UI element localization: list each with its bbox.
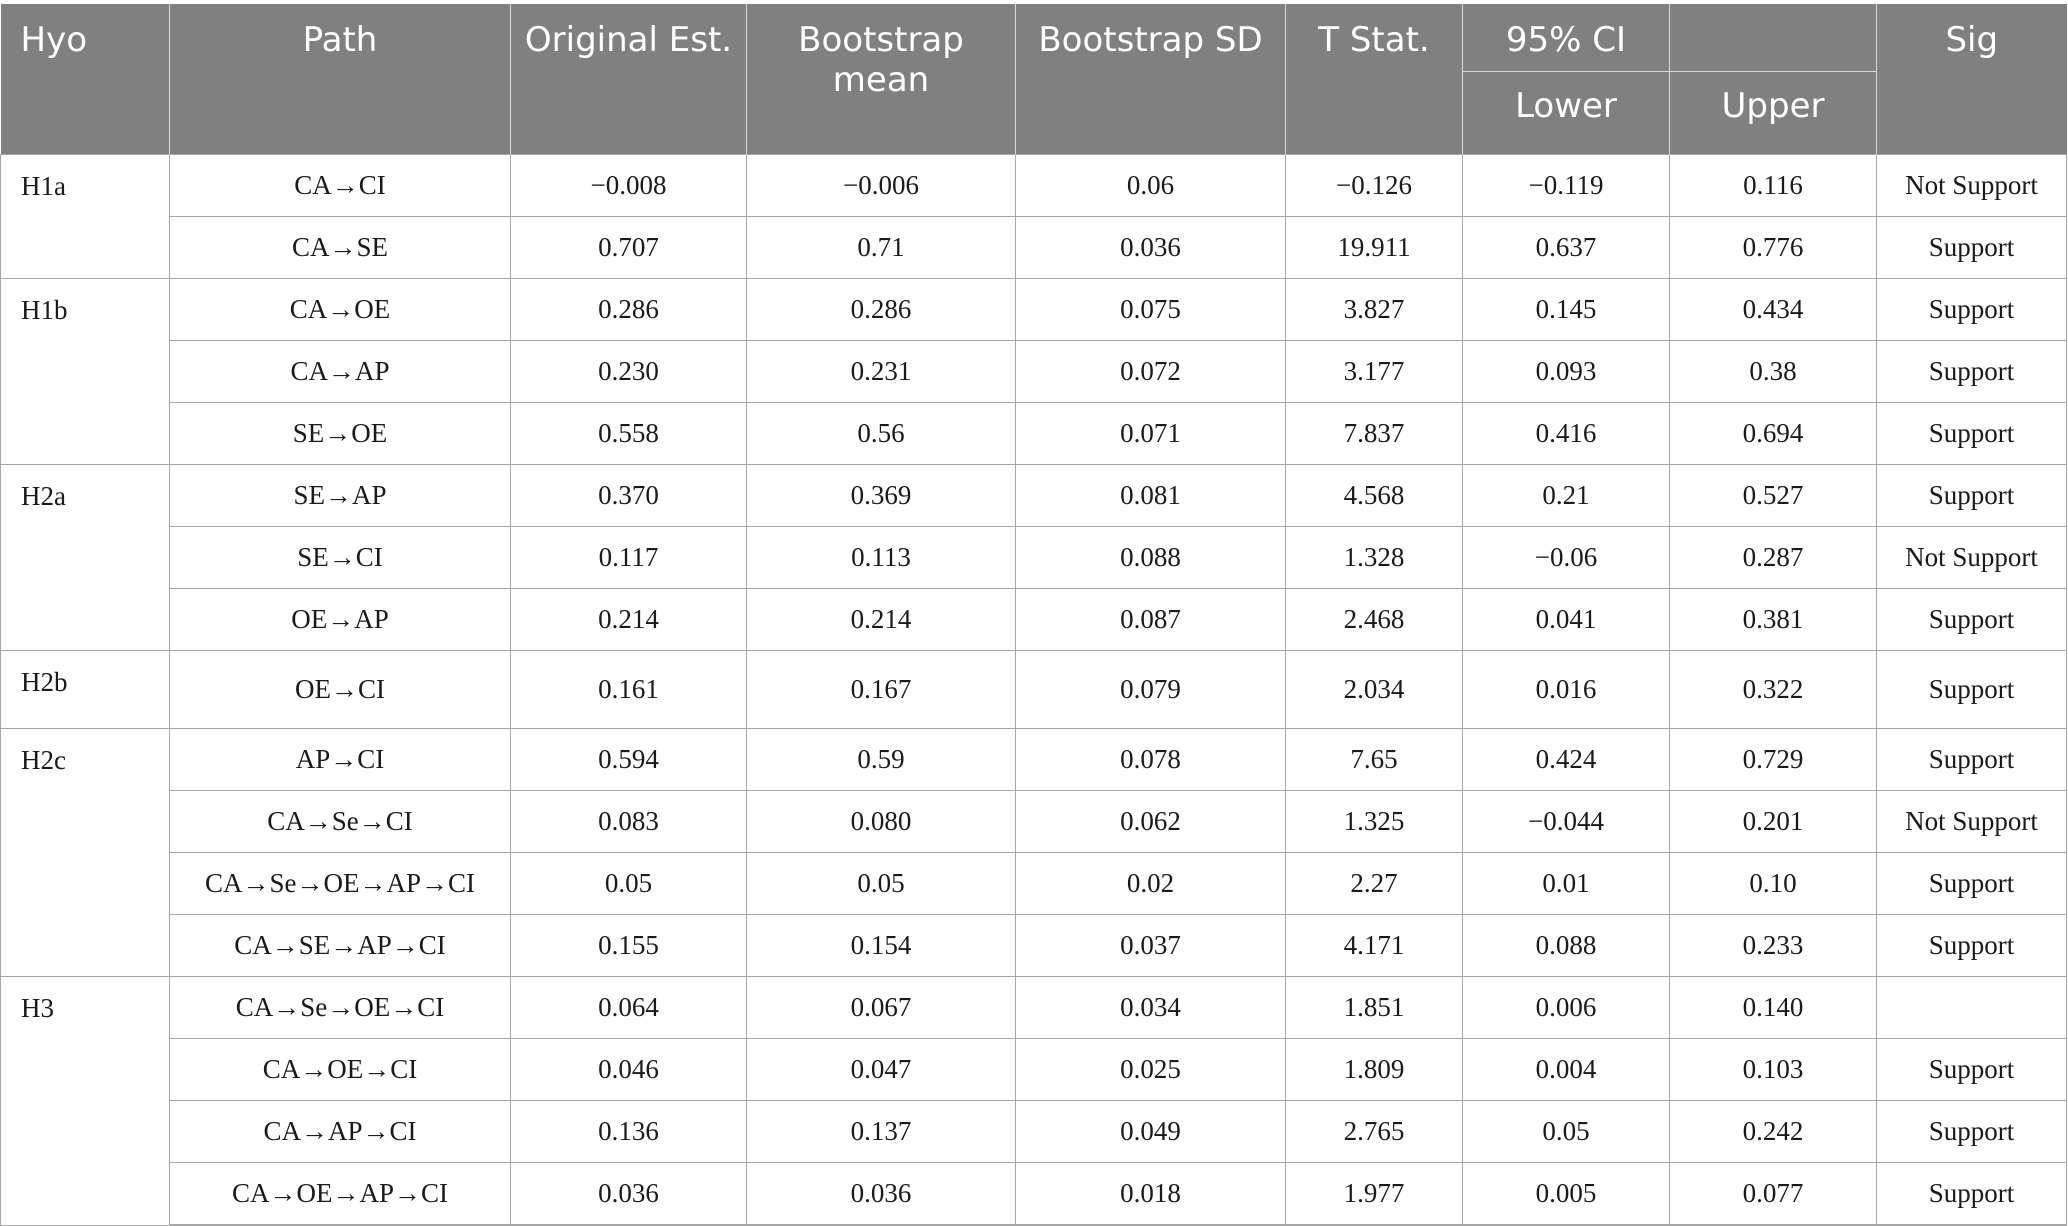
t-stat-cell: 1.325 <box>1286 791 1463 853</box>
table-row <box>1 341 2067 403</box>
bootstrap-sd-cell: 0.034 <box>1016 977 1286 1039</box>
bootstrap-sd-cell: 0.078 <box>1016 729 1286 791</box>
table-body <box>1 155 2067 1226</box>
ci-lower-cell: 0.088 <box>1463 915 1670 977</box>
ci-lower-cell: 0.05 <box>1463 1101 1670 1163</box>
bootstrap-mean-cell: 0.59 <box>747 729 1016 791</box>
hyo-cell: H2a <box>1 465 170 651</box>
bootstrap-sd-cell: 0.071 <box>1016 403 1286 465</box>
sig-cell: Support <box>1877 1163 2067 1226</box>
header-sig: Sig <box>1877 4 2067 155</box>
original-est-cell: 0.155 <box>511 915 747 977</box>
bootstrap-mean-cell: 0.113 <box>747 527 1016 589</box>
path-cell: CA→OE→AP→CI <box>170 1163 511 1226</box>
table-row <box>1 1039 2067 1101</box>
t-stat-cell: 1.851 <box>1286 977 1463 1039</box>
hyo-cell: H2c <box>1 729 170 977</box>
bootstrap-mean-cell: 0.369 <box>747 465 1016 527</box>
header-t-stat: T Stat. <box>1286 4 1463 155</box>
ci-lower-cell: −0.044 <box>1463 791 1670 853</box>
ci-lower-cell: 0.041 <box>1463 589 1670 651</box>
table-row <box>1 465 2067 527</box>
path-cell: OE→AP <box>170 589 511 651</box>
sig-cell: Support <box>1877 651 2067 729</box>
hyo-cell: H3 <box>1 977 170 1226</box>
sig-cell: Not Support <box>1877 155 2067 217</box>
sig-cell: Support <box>1877 853 2067 915</box>
ci-lower-cell: 0.006 <box>1463 977 1670 1039</box>
sig-cell: Support <box>1877 729 2067 791</box>
table-row <box>1 729 2067 791</box>
header-blank-cell <box>1670 4 1877 72</box>
hypothesis-results-table <box>0 4 2067 1226</box>
path-cell: CA→CI <box>170 155 511 217</box>
bootstrap-mean-cell: 0.036 <box>747 1163 1016 1226</box>
original-est-cell: 0.214 <box>511 589 747 651</box>
header-hyo: Hyo <box>1 4 170 155</box>
original-est-cell: 0.117 <box>511 527 747 589</box>
sig-cell: Support <box>1877 217 2067 279</box>
t-stat-cell: −0.126 <box>1286 155 1463 217</box>
bootstrap-sd-cell: 0.088 <box>1016 527 1286 589</box>
original-est-cell: 0.064 <box>511 977 747 1039</box>
sig-cell: Support <box>1877 465 2067 527</box>
ci-upper-cell: 0.077 <box>1670 1163 1877 1226</box>
bootstrap-mean-cell: 0.080 <box>747 791 1016 853</box>
ci-lower-cell: 0.145 <box>1463 279 1670 341</box>
ci-upper-cell: 0.116 <box>1670 155 1877 217</box>
path-cell: CA→Se→OE→AP→CI <box>170 853 511 915</box>
ci-upper-cell: 0.242 <box>1670 1101 1877 1163</box>
header-bootstrap-sd: Bootstrap SD <box>1016 4 1286 155</box>
t-stat-cell: 1.977 <box>1286 1163 1463 1226</box>
t-stat-cell: 2.468 <box>1286 589 1463 651</box>
ci-upper-cell: 0.527 <box>1670 465 1877 527</box>
original-est-cell: 0.05 <box>511 853 747 915</box>
ci-upper-cell: 0.729 <box>1670 729 1877 791</box>
sig-cell: Support <box>1877 403 2067 465</box>
table-row <box>1 853 2067 915</box>
table-row <box>1 977 2067 1039</box>
table-row <box>1 155 2067 217</box>
ci-upper-cell: 0.201 <box>1670 791 1877 853</box>
bootstrap-sd-cell: 0.049 <box>1016 1101 1286 1163</box>
bootstrap-mean-cell: 0.286 <box>747 279 1016 341</box>
table-row <box>1 1163 2067 1226</box>
bootstrap-mean-cell: 0.047 <box>747 1039 1016 1101</box>
bootstrap-sd-cell: 0.062 <box>1016 791 1286 853</box>
original-est-cell: 0.136 <box>511 1101 747 1163</box>
hyo-cell: H1a <box>1 155 170 279</box>
path-cell: AP→CI <box>170 729 511 791</box>
table-header <box>1 4 2067 155</box>
ci-lower-cell: 0.416 <box>1463 403 1670 465</box>
table-row <box>1 403 2067 465</box>
bootstrap-mean-cell: 0.214 <box>747 589 1016 651</box>
bootstrap-sd-cell: 0.079 <box>1016 651 1286 729</box>
path-cell: CA→AP→CI <box>170 1101 511 1163</box>
ci-lower-cell: 0.093 <box>1463 341 1670 403</box>
original-est-cell: 0.046 <box>511 1039 747 1101</box>
ci-upper-cell: 0.103 <box>1670 1039 1877 1101</box>
header-95-ci: 95% CI <box>1463 4 1670 72</box>
path-cell: CA→OE <box>170 279 511 341</box>
t-stat-cell: 4.568 <box>1286 465 1463 527</box>
ci-upper-cell: 0.233 <box>1670 915 1877 977</box>
ci-lower-cell: 0.016 <box>1463 651 1670 729</box>
t-stat-cell: 1.328 <box>1286 527 1463 589</box>
header-original-est: Original Est. <box>511 4 747 155</box>
header-lower: Lower <box>1463 72 1670 155</box>
hyo-cell: H1b <box>1 279 170 465</box>
sig-cell: Not Support <box>1877 791 2067 853</box>
header-path: Path <box>170 4 511 155</box>
path-cell: SE→AP <box>170 465 511 527</box>
path-cell: CA→OE→CI <box>170 1039 511 1101</box>
bootstrap-mean-cell: 0.231 <box>747 341 1016 403</box>
ci-upper-cell: 0.322 <box>1670 651 1877 729</box>
bootstrap-mean-cell: 0.71 <box>747 217 1016 279</box>
path-cell: CA→SE <box>170 217 511 279</box>
ci-lower-cell: −0.119 <box>1463 155 1670 217</box>
t-stat-cell: 19.911 <box>1286 217 1463 279</box>
path-cell: CA→AP <box>170 341 511 403</box>
t-stat-cell: 2.27 <box>1286 853 1463 915</box>
t-stat-cell: 2.765 <box>1286 1101 1463 1163</box>
sig-cell <box>1877 977 2067 1039</box>
table-row <box>1 217 2067 279</box>
original-est-cell: 0.161 <box>511 651 747 729</box>
bootstrap-sd-cell: 0.087 <box>1016 589 1286 651</box>
t-stat-cell: 1.809 <box>1286 1039 1463 1101</box>
ci-lower-cell: 0.21 <box>1463 465 1670 527</box>
ci-lower-cell: 0.01 <box>1463 853 1670 915</box>
original-est-cell: 0.707 <box>511 217 747 279</box>
sig-cell: Support <box>1877 1101 2067 1163</box>
path-cell: CA→Se→OE→CI <box>170 977 511 1039</box>
sig-cell: Support <box>1877 915 2067 977</box>
ci-upper-cell: 0.776 <box>1670 217 1877 279</box>
header-upper: Upper <box>1670 72 1877 155</box>
bootstrap-sd-cell: 0.06 <box>1016 155 1286 217</box>
bootstrap-mean-cell: 0.137 <box>747 1101 1016 1163</box>
ci-upper-cell: 0.140 <box>1670 977 1877 1039</box>
bootstrap-mean-cell: 0.05 <box>747 853 1016 915</box>
bootstrap-mean-cell: 0.154 <box>747 915 1016 977</box>
sig-cell: Support <box>1877 1039 2067 1101</box>
t-stat-cell: 7.837 <box>1286 403 1463 465</box>
original-est-cell: 0.594 <box>511 729 747 791</box>
original-est-cell: −0.008 <box>511 155 747 217</box>
t-stat-cell: 4.171 <box>1286 915 1463 977</box>
bootstrap-sd-cell: 0.075 <box>1016 279 1286 341</box>
ci-lower-cell: 0.004 <box>1463 1039 1670 1101</box>
bootstrap-sd-cell: 0.025 <box>1016 1039 1286 1101</box>
ci-lower-cell: 0.424 <box>1463 729 1670 791</box>
table-row <box>1 1101 2067 1163</box>
table-row <box>1 651 2067 729</box>
bootstrap-sd-cell: 0.018 <box>1016 1163 1286 1226</box>
original-est-cell: 0.230 <box>511 341 747 403</box>
ci-upper-cell: 0.287 <box>1670 527 1877 589</box>
bootstrap-sd-cell: 0.081 <box>1016 465 1286 527</box>
ci-lower-cell: 0.005 <box>1463 1163 1670 1226</box>
header-bootstrap-mean: Bootstrap mean <box>747 4 1016 155</box>
path-cell: CA→Se→CI <box>170 791 511 853</box>
sig-cell: Support <box>1877 279 2067 341</box>
original-est-cell: 0.370 <box>511 465 747 527</box>
ci-upper-cell: 0.694 <box>1670 403 1877 465</box>
ci-upper-cell: 0.10 <box>1670 853 1877 915</box>
bootstrap-mean-cell: −0.006 <box>747 155 1016 217</box>
ci-upper-cell: 0.381 <box>1670 589 1877 651</box>
bootstrap-sd-cell: 0.072 <box>1016 341 1286 403</box>
table-row <box>1 791 2067 853</box>
t-stat-cell: 3.827 <box>1286 279 1463 341</box>
table-row <box>1 527 2067 589</box>
t-stat-cell: 3.177 <box>1286 341 1463 403</box>
bootstrap-sd-cell: 0.037 <box>1016 915 1286 977</box>
results-table-container <box>0 4 2067 1226</box>
ci-lower-cell: −0.06 <box>1463 527 1670 589</box>
bootstrap-mean-cell: 0.56 <box>747 403 1016 465</box>
ci-lower-cell: 0.637 <box>1463 217 1670 279</box>
bootstrap-mean-cell: 0.067 <box>747 977 1016 1039</box>
original-est-cell: 0.036 <box>511 1163 747 1226</box>
original-est-cell: 0.083 <box>511 791 747 853</box>
sig-cell: Support <box>1877 589 2067 651</box>
ci-upper-cell: 0.38 <box>1670 341 1877 403</box>
path-cell: SE→CI <box>170 527 511 589</box>
table-row <box>1 279 2067 341</box>
t-stat-cell: 2.034 <box>1286 651 1463 729</box>
hyo-cell: H2b <box>1 651 170 729</box>
ci-upper-cell: 0.434 <box>1670 279 1877 341</box>
sig-cell: Not Support <box>1877 527 2067 589</box>
bootstrap-sd-cell: 0.02 <box>1016 853 1286 915</box>
table-row <box>1 589 2067 651</box>
path-cell: OE→CI <box>170 651 511 729</box>
sig-cell: Support <box>1877 341 2067 403</box>
path-cell: SE→OE <box>170 403 511 465</box>
original-est-cell: 0.286 <box>511 279 747 341</box>
path-cell: CA→SE→AP→CI <box>170 915 511 977</box>
bootstrap-sd-cell: 0.036 <box>1016 217 1286 279</box>
bootstrap-mean-cell: 0.167 <box>747 651 1016 729</box>
t-stat-cell: 7.65 <box>1286 729 1463 791</box>
original-est-cell: 0.558 <box>511 403 747 465</box>
table-row <box>1 915 2067 977</box>
